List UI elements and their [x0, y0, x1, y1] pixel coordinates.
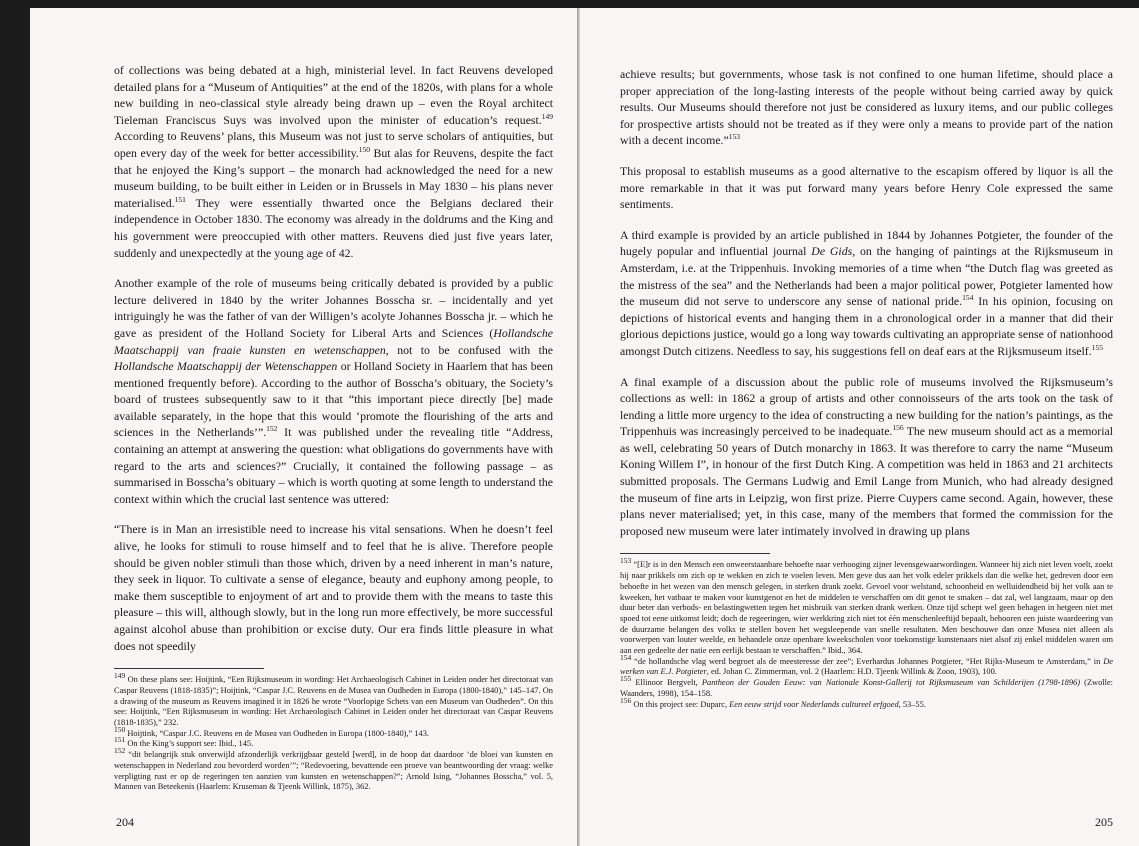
left-page [30, 8, 577, 846]
footnote-ref: 154 [962, 293, 974, 303]
left-body-text [114, 62, 553, 793]
footnotes [114, 671, 553, 793]
footnote-ref: 150 [358, 145, 370, 155]
italic-title: De Gids [811, 244, 853, 259]
footnote: $^{152}$ “dit belangrijk stuk onverwijld afzonderlijk verkrijgbaar gesteld [werd], in de hoop dat daardoor ‘de bloei van kunsten en wetenschappen in Nederland zou bevorderd worden’”; “Redevoering, bevattende een proeve van beantwoording der vraag: welke verpligting rust er op de regeringen ten aanzien van kunsten en wetenschappen?”; Arnold Ising, “Johannes Bosscha,” vol. 5, Mannen van Beteekenis (Haarlem: Kruseman & Tjeenk Willink, 1875), 362. [114, 746, 553, 792]
footnote-ref: 156 [892, 423, 904, 433]
italic-title: Hollandsche Maatschappij der Wetenschappen [114, 359, 338, 374]
footnote: $^{155}$ Ellinoor Bergvelt, Pantheon der Gouden Eeuw: van Nationale Konst-Gallerij tot Rijksmuseum van Schilderijen (1798-1896) (Zwolle: Waanders, 1998), 154–158. [620, 674, 1113, 698]
page-number: 204 [116, 815, 134, 829]
footnote-ref: 155 [1091, 342, 1103, 352]
footnote: $^{156}$ On this project see: Duparc, Een eeuw strijd voor Nederlands cultureel erfgoed, 53–55. [620, 695, 926, 709]
footnote: $^{151}$ On the King’s support see: Ibid., 145. [114, 735, 254, 749]
paragraph: of collections was being debated at a high, ministerial level. In fact Reuvens developed detailed plans for a “Museum of Antiquities” at the end of the 1820s, with plans for a whole new building in neo-classical style already being drawn up – even the Royal architect Tieleman Franciscus Suys was involved upon the minister of education’s request.$^{149}$ According to Reuvens’ plans, this Museum was not just to serve scholars of antiquities, but open every day of the week for better accessibility.$^{150}$ But alas for Reuvens, despite the fact that he enjoyed the King’s support – the monarch had acknowledged the need for a new museum building, to be built either in Leiden or in Brussels in May 1830 – his plans never materialised.$^{151}$ They were essentially thwarted once the Belgians declared their independence in October 1830. The economy was already in the doldrums and the King and his government were preoccupied with other matters. Reuvens died just five years later, suddenly and unexpectedly at the young age of 42. [114, 63, 553, 260]
footnote-divider [114, 668, 264, 669]
page-number: 205 [1095, 815, 1113, 829]
footnote: $^{154}$ “de hollandsche vlag werd begroet als de meesteresse der zee”; Everhardus Johannes Potgieter, “Het Rijks-Museum te Amsterdam,” in De werken van E.J. Potgieter, ed. Johan C. Zimmerman, vol. 2 (Haarlem: H.D. Tjeenk Willink & Zoon, 1903), 100. [620, 652, 1113, 677]
footnote: $^{153}$ “[E]r is in den Mensch een onweerstaanbare behoefte naar verhooging zijner levensgewaarwordingen. Wanneer hij zich niet leven voelt, zoekt hij naar prikkels om zich op te wekken en zich te voelen leven. Men geve dus aan het volk edeler prikkels dan die welke het, gedreven door een behoefte in het wezen van den mensch gelegen, in sterken drank zoekt. Gevoel voor welstand, schoonheid en welluidendheid bij het volk aan te kweeken, het vatbaar te maken voor kunstgenot en het de middelen te verschaffen om dit genot te smaken – dat zal, wel langzaam, maar op den duur beter dan verbods- en belastingwetten tegen het misbruik van sterken drank werken. Onze tijd schept wel geen behagen in hetgeen niet met spoed tot eene uitkomst leidt; doch de regeeringen, wier werkkring zich niet tot één menschenleeftijd bepaalt, behooren een juiste waardeering van de duurzame belangen des volks te stellen boven het wegsleepende van snelle resultaten. Men beschouwe dan onze Musea niet alleen als voorwerpen van louter weelde, en behandele onze openbare kweekscholen voor toekomstige kunstenaars niet alsof zij enkel middelen waren om aan een gedeelte der natie een eerlijk bestaan te verschaffen.” Ibid., 364. [620, 556, 1113, 656]
right-page [580, 8, 1139, 846]
block-quote: “There is in Man an irresistible need to increase his vital sensations. When he doesn’t feel alive, he looks for stimuli to rouse himself and to feel that he is alive. Therefore people should be given nobler stimuli than those which, driven by a need inherent in man’s nature, they seek in liquor. To cultivate a sense of elegance, beauty and euphony among people, to make them susceptible to enjoyment of art and to provide them with the means to taste this pleasure – this will, although slowly, but in the long run more effectively, be more successful against alcohol abuse than prohibition or excise duty. Our era finds little pleasure in what does not speedily [114, 522, 553, 653]
paragraph: Another example of the role of museums being critically debated is provided by a public lecture delivered in 1840 by the writer Johannes Bosscha sr. – incidentally and yet intriguingly he was the father of van der Willigen’s acolyte Johannes Bosscha jr. – which he gave as president of the Holland Society for Liberal Arts and Sciences (Hollandsche Maatschappij van fraaie kunsten en wetenschappen, not to be confused with the Hollandsche Maatschappij der Wetenschappen or Holland Society in Haarlem that has been mentioned frequently before). According to the author of Bosscha’s obituary, the Society’s board of trustees subsequently saw to it that “this important piece directly [be] made available separately, in the hope that this would ‘promote the flourishing of the arts and sciences in the Netherlands’”.$^{152}$ It was published under the revealing title “Address, containing an attempt at answering the question: what obligations do governments have with regard to the arts and sciences?” Crucially, it contained the following passage – as summarised in Bosscha’s obituary – which is worth quoting at some length to understand the context within which the crucial last sentence was uttered: [114, 276, 554, 506]
footnote-ref: 151 [174, 194, 186, 204]
footnote-ref: 153 [728, 132, 740, 142]
right-body-text [620, 66, 1113, 710]
footnote-divider [620, 553, 770, 554]
footnotes [620, 556, 1113, 710]
footnote: $^{150}$ Hoijtink, “Caspar J.C. Reuvens en de Musea van Oudheden in Europa (1800-1840),” 143. [114, 724, 430, 738]
footnote: $^{149}$ On these plans see: Hoijtink, “Een Rijksmuseum in wording: Het Archaeologisch Cabinet in Leiden onder het directoraat van Caspar Reuvens (1818-1835)”; Hoijtink, “Caspar J.C. Reuvens en de Musea van Oudheden in Europa (1800-1840),” 145–147. On a drawing of the museum as Reuvens imagined it in 1826 he wrote “Voorlopige Schets van een Museum van Oudheden”. On this see: Hoijtink, “Een Rijksmuseum in wording: Het Archaeologisch Cabinet in Leiden onder het directoraat van Caspar Reuvens (1818-1835),” 232. [114, 671, 553, 727]
paragraph: achieve results; but governments, whose task is not confined to one human lifetime, should place a proper appreciation of the long-lasting interests of the people without being carried away by quick results. Our Museums should therefore not just be considered as luxury items, and our public colleges for prospective artists should not be treated as if they were only a means to provide part of the nation with a decent income.”$^{153}$ [620, 67, 1113, 148]
paragraph: A final example of a discussion about the public role of museums involved the Rijksmuseum’s collections as well: in 1862 a group of artists and other connoisseurs of the arts took on the task of lending a little more urgency to the idea of constructing a new building for the nation’s paintings, as the Trippenhuis was increasingly perceived to be inadequate.$^{156}$ The new museum should act as a memorial as well, celebrating 50 years of Dutch monarchy in 1863. It was therefore to carry the name “Museum Koning Willem I”, in honour of the first Dutch King. A competition was held in 1863 and 21 architects submitted proposals. The Germans Ludwig and Emil Lange from Munich, who had already designed the museum of fine arts in Leipzig, won first prize. Pierre Cuypers came second. Again, however, these plans never materialised; yet, in this case, many of the members that formed the commission for the proposed new museum were later intimately involved in drawing up plans [620, 374, 1113, 538]
italic-title: Hollandsche Maatschappij van fraaie kunsten en wetenschappen [114, 325, 553, 357]
paragraph: This proposal to establish museums as a good alternative to the escapism offered by liquor is all the more remarkable in that it was put forward many years before Henry Cole expressed the same sentiments. [620, 163, 1113, 212]
footnote-ref: 152 [266, 424, 278, 434]
footnote-ref: 149 [541, 111, 553, 121]
paragraph: A third example is provided by an article published in 1844 by Johannes Potgieter, the founder of the hugely popular and influential journal De Gids, on the hanging of paintings at the Rijksmuseum in Amsterdam, i.e. at the Trippenhuis. Invoking memories of a time when “the Dutch flag was greeted as the mistress of the sea” and the Netherlands had been a major political power, Potgieter lamented how the museum did not serve to underscore any sense of national pride.$^{154}$ In his opinion, focusing on depictions of historical events and hanging them in a chronological order in a manner that did their glorious depictions justice, would go a long way towards cultivating an appropriate sense of nationhood amongst Dutch citizens. Needless to say, his suggestions fell on deaf ears at the Rijksmuseum itself.$^{155}$ [620, 227, 1113, 358]
